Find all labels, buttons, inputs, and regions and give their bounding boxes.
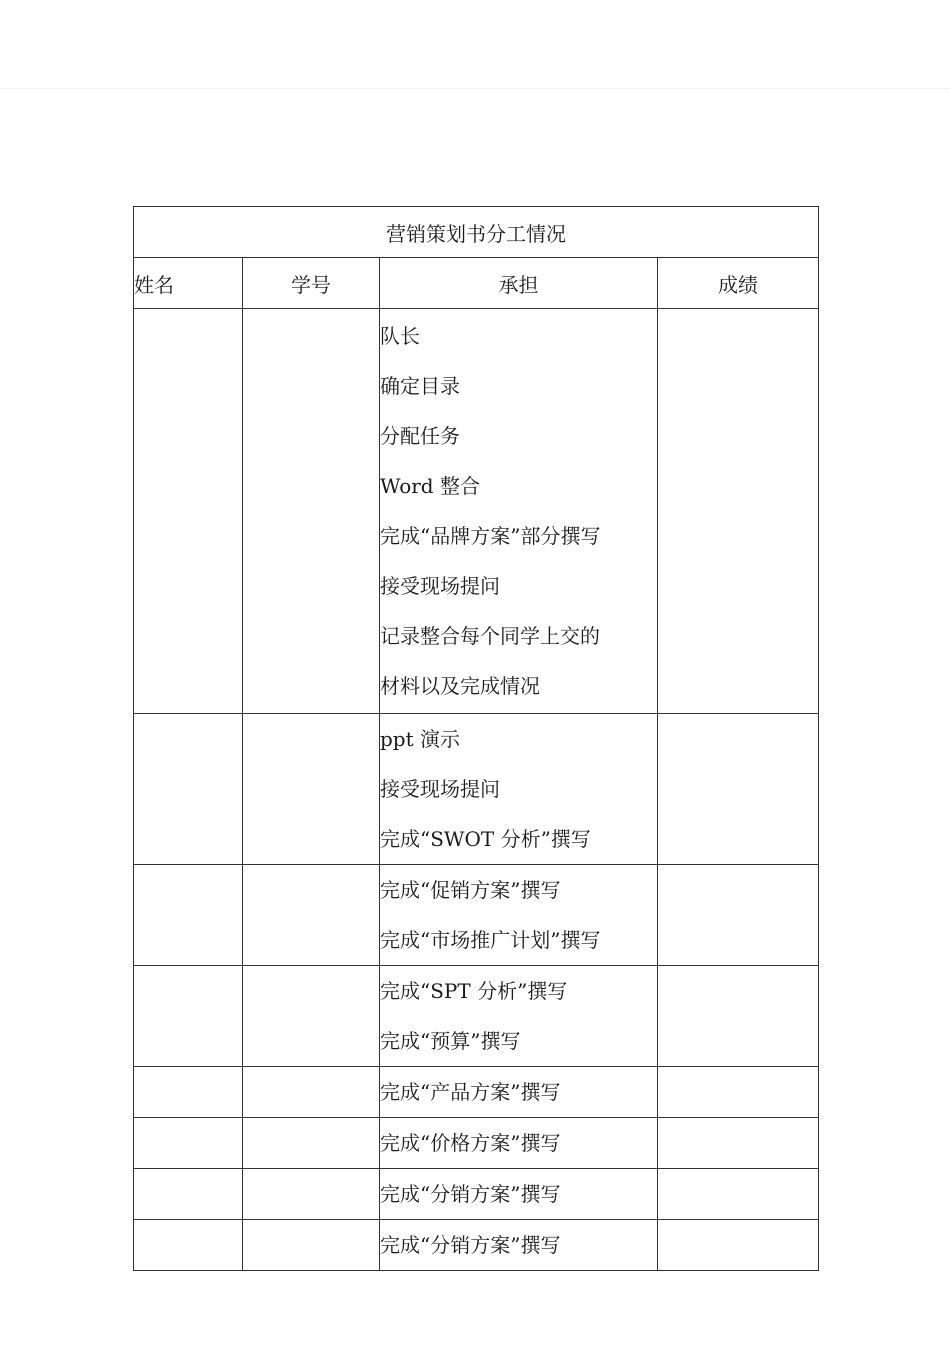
name-cell: [134, 1169, 243, 1220]
task-line: ppt 演示: [380, 727, 460, 751]
tasks-cell: [380, 865, 658, 966]
table-row: [134, 865, 819, 966]
score-cell: [658, 714, 819, 865]
task-line: 完成“价格方案”撰写: [380, 1131, 561, 1155]
task-line: 完成“分销方案”撰写: [380, 1233, 561, 1257]
name-cell: [134, 309, 243, 714]
student-id-cell: [243, 865, 380, 966]
tasks-cell: [380, 966, 658, 1067]
tasks-cell: [380, 1118, 658, 1169]
tasks-cell: [380, 1067, 658, 1118]
task-line: 完成“预算”撰写: [380, 1029, 521, 1053]
table-row: [134, 309, 819, 714]
name-cell: [134, 1067, 243, 1118]
score-cell: [658, 309, 819, 714]
score-cell: [658, 1118, 819, 1169]
header-score: 成绩: [658, 258, 819, 309]
task-line: 完成“SPT 分析”撰写: [380, 979, 568, 1003]
name-cell: [134, 1118, 243, 1169]
tasks-cell: [380, 714, 658, 865]
score-cell: [658, 1067, 819, 1118]
task-line: 记录整合每个同学上交的: [380, 624, 600, 648]
task-line: 完成“分销方案”撰写: [380, 1182, 561, 1206]
task-line: 分配任务: [380, 424, 460, 448]
name-cell: [134, 865, 243, 966]
student-id-cell: [243, 714, 380, 865]
task-line: 接受现场提问: [380, 574, 500, 598]
task-line: 完成“SWOT 分析”撰写: [380, 827, 591, 851]
name-cell: [134, 966, 243, 1067]
student-id-cell: [243, 966, 380, 1067]
table-row: [134, 714, 819, 865]
table-row: [134, 1169, 819, 1220]
header-student-id: 学号: [243, 258, 380, 309]
task-line: 完成“产品方案”撰写: [380, 1080, 561, 1104]
student-id-cell: [243, 1118, 380, 1169]
task-line: 完成“市场推广计划”撰写: [380, 928, 601, 952]
task-line: 完成“促销方案”撰写: [380, 878, 561, 902]
table-row: [134, 1220, 819, 1271]
student-id-cell: [243, 1220, 380, 1271]
table-row: [134, 1067, 819, 1118]
tasks-cell: [380, 309, 658, 714]
header-tasks: 承担: [380, 258, 658, 309]
tasks-cell: [380, 1169, 658, 1220]
score-cell: [658, 865, 819, 966]
task-division-table: [133, 206, 819, 1271]
task-line: 队长: [380, 324, 420, 348]
task-line: 接受现场提问: [380, 777, 500, 801]
header-name: 姓名: [134, 258, 243, 309]
score-cell: [658, 966, 819, 1067]
table-row: [134, 966, 819, 1067]
table-row: [134, 1118, 819, 1169]
task-line: Word 整合: [380, 474, 480, 498]
page-top-divider: [0, 88, 950, 89]
tasks-cell: [380, 1220, 658, 1271]
score-cell: [658, 1220, 819, 1271]
name-cell: [134, 714, 243, 865]
score-cell: [658, 1169, 819, 1220]
student-id-cell: [243, 309, 380, 714]
name-cell: [134, 1220, 243, 1271]
table-title: 营销策划书分工情况: [134, 207, 819, 258]
student-id-cell: [243, 1169, 380, 1220]
student-id-cell: [243, 1067, 380, 1118]
task-line: 完成“品牌方案”部分撰写: [380, 524, 601, 548]
task-line: 确定目录: [380, 374, 460, 398]
task-line: 材料以及完成情况: [380, 674, 540, 698]
